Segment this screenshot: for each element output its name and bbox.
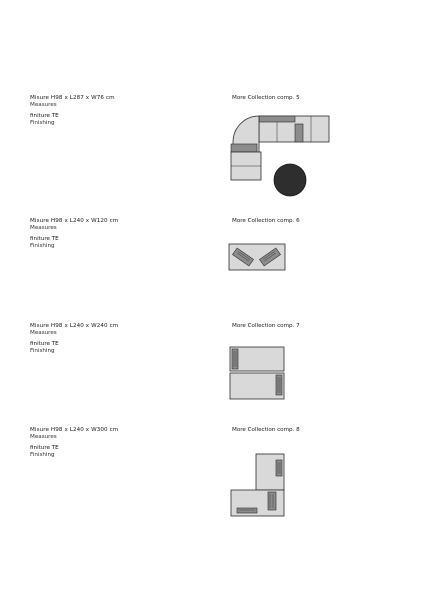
finishing-label: finiture TE <box>30 445 59 452</box>
composition-6-title: More Collection comp. 6 <box>232 218 300 224</box>
composition-7-plan <box>229 345 289 401</box>
measures-label-en: Measures <box>30 433 57 440</box>
round-coffee-table <box>274 164 306 196</box>
composition-6-specs <box>30 218 210 249</box>
measures-label: Misure H98 x L287 x W76 cm <box>30 95 115 101</box>
composition-5-title: More Collection comp. 5 <box>232 95 300 101</box>
finishing-label: finiture TE <box>30 236 59 243</box>
finishing-label-en: Finishing <box>30 451 55 458</box>
measures-label-en: Measures <box>30 329 57 336</box>
finishing-label: finiture TE <box>30 341 59 348</box>
finishing-label-en: Finishing <box>30 119 55 126</box>
measures-label: Misure H98 x L240 x W240 cm <box>30 323 119 329</box>
composition-5-plan <box>225 112 335 202</box>
finishing-label-en: Finishing <box>30 347 55 354</box>
measures-label: Misure H98 x L240 x W120 cm <box>30 218 119 224</box>
backrest-horizontal <box>237 508 257 513</box>
composition-8-specs <box>30 427 210 458</box>
finishing-label-en: Finishing <box>30 242 55 249</box>
composition-6-plan <box>228 243 288 273</box>
backrest-lower <box>276 375 282 395</box>
composition-5-specs <box>30 95 210 126</box>
sofa-armrest <box>295 124 303 142</box>
composition-7-specs <box>30 323 210 354</box>
measures-label: Misure H98 x L240 x W300 cm <box>30 427 119 433</box>
backrest-vertical <box>276 460 282 476</box>
measures-label-en: Measures <box>30 101 57 108</box>
finishing-label: finiture TE <box>30 113 59 120</box>
backrest-corner <box>268 492 276 510</box>
backrest-upper <box>232 349 238 369</box>
sofa-backrest <box>259 116 295 122</box>
composition-7-title: More Collection comp. 7 <box>232 323 300 329</box>
composition-8-plan <box>229 452 289 518</box>
composition-8-title: More Collection comp. 8 <box>232 427 300 433</box>
measures-label-en: Measures <box>30 224 57 231</box>
